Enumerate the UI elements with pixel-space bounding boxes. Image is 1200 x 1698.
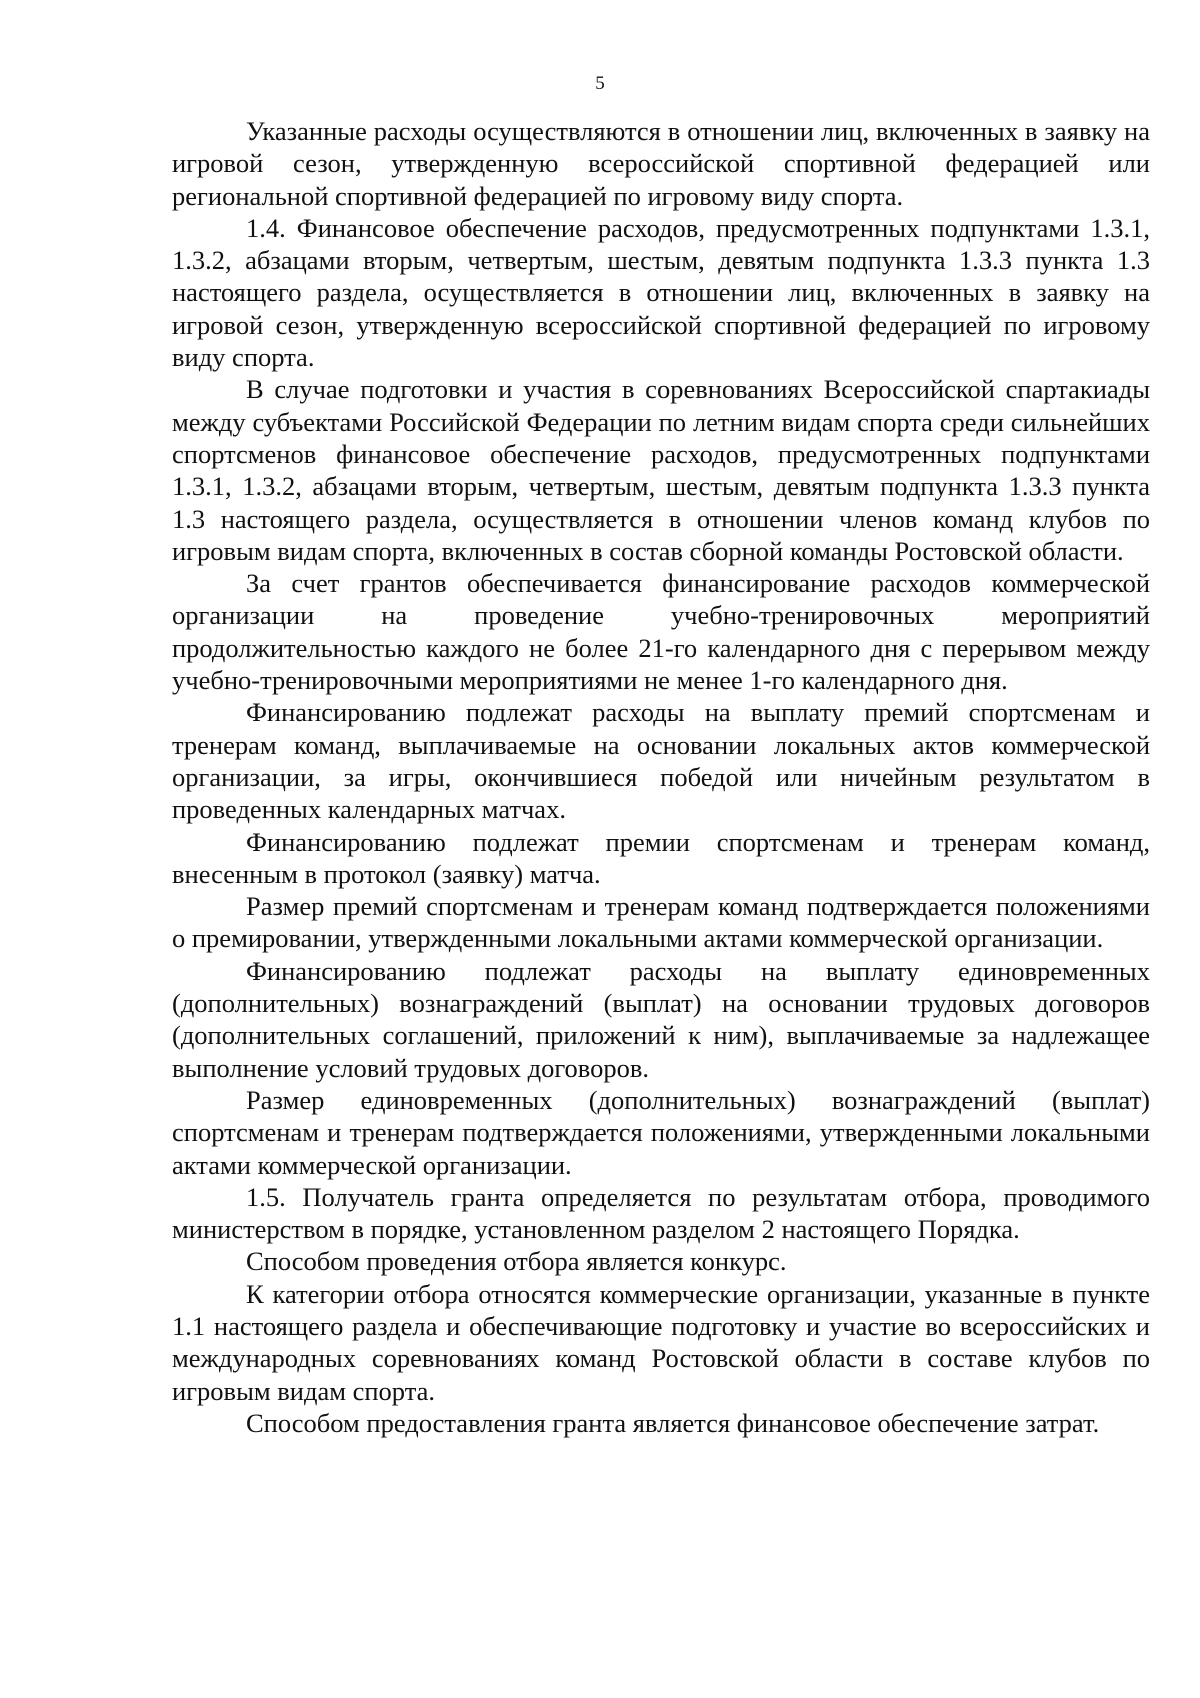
paragraph: В случае подготовки и участия в соревнованиях Всероссийской спартакиады между субъектами Российской Федерации по летним видам спорта среди сильнейших спортсменов финансовое обеспечение расходов, предусмотренных подпунктами 1.3.1, 1.3.2, абзацами вторым, четвертым, шестым, девятым подпункта 1.3.3 пункта 1.3 настоящего раздела, осуществляется в отношении членов команд клубов по игровым видам спорта, включенных в состав сборной команды Ростовской области.: [172, 374, 1150, 566]
paragraph: Финансированию подлежат расходы на выплату премий спортсменам и тренерам команд, выплачиваемые на основании локальных актов коммерческой организации, за игры, окончившиеся победой или ничейным результатом в проведенных календарных матчах.: [172, 697, 1150, 825]
paragraph: К категории отбора относятся коммерческие организации, указанные в пункте 1.1 настоящего раздела и обеспечивающие подготовку и участие во всероссийских и международных соревнованиях команд Ростовской области в составе клубов по игровым видам спорта.: [172, 1278, 1150, 1406]
paragraph: 1.4. Финансовое обеспечение расходов, предусмотренных подпунктами 1.3.1, 1.3.2, абзацами вторым, четвертым, шестым, девятым подпункта 1.3.3 пункта 1.3 настоящего раздела, осуществляется в отношении лиц, включенных в заявку на игровой сезон, утвержденную всероссийской спортивной федерацией по игровому виду спорта.: [172, 212, 1150, 373]
paragraph: Финансированию подлежат премии спортсменам и тренерам команд, внесенным в протокол (заявку) матча.: [172, 826, 1150, 889]
paragraph: Размер премий спортсменам и тренерам команд подтверждается положениями о премировании, утвержденными локальными актами коммерческой организации.: [172, 891, 1150, 954]
paragraph: Указанные расходы осуществляются в отношении лиц, включенных в заявку на игровой сезон, утвержденную всероссийской спортивной федерацией или региональной спортивной федерацией по игровому виду спорта.: [172, 116, 1150, 211]
paragraph: 1.5. Получатель гранта определяется по результатам отбора, проводимого министерством в порядке, установленном разделом 2 настоящего Порядка.: [172, 1181, 1150, 1245]
document-body: [172, 115, 1150, 1439]
paragraph: Способом предоставления гранта является финансовое обеспечение затрат.: [246, 1407, 1100, 1438]
paragraph: За счет грантов обеспечивается финансирование расходов коммерческой организации на проведение учебно-тренировочных мероприятий продолжительностью каждого не более 21-го календарного дня с перерывом между учебно-тренировочными мероприятиями не менее 1-го календарного дня.: [172, 568, 1150, 696]
page-number: 5: [595, 73, 605, 94]
paragraph: Финансированию подлежат расходы на выплату единовременных (дополнительных) вознаграждений (выплат) на основании трудовых договоров (дополнительных соглашений, приложений к ним), выплачиваемые за надлежащее выполнение условий трудовых договоров.: [172, 955, 1150, 1083]
paragraph: Размер единовременных (дополнительных) вознаграждений (выплат) спортсменам и тренерам подтверждается положениями, утвержденными локальными актами коммерческой организации.: [172, 1084, 1150, 1180]
paragraph: Способом проведения отбора является конкурс.: [246, 1246, 787, 1277]
